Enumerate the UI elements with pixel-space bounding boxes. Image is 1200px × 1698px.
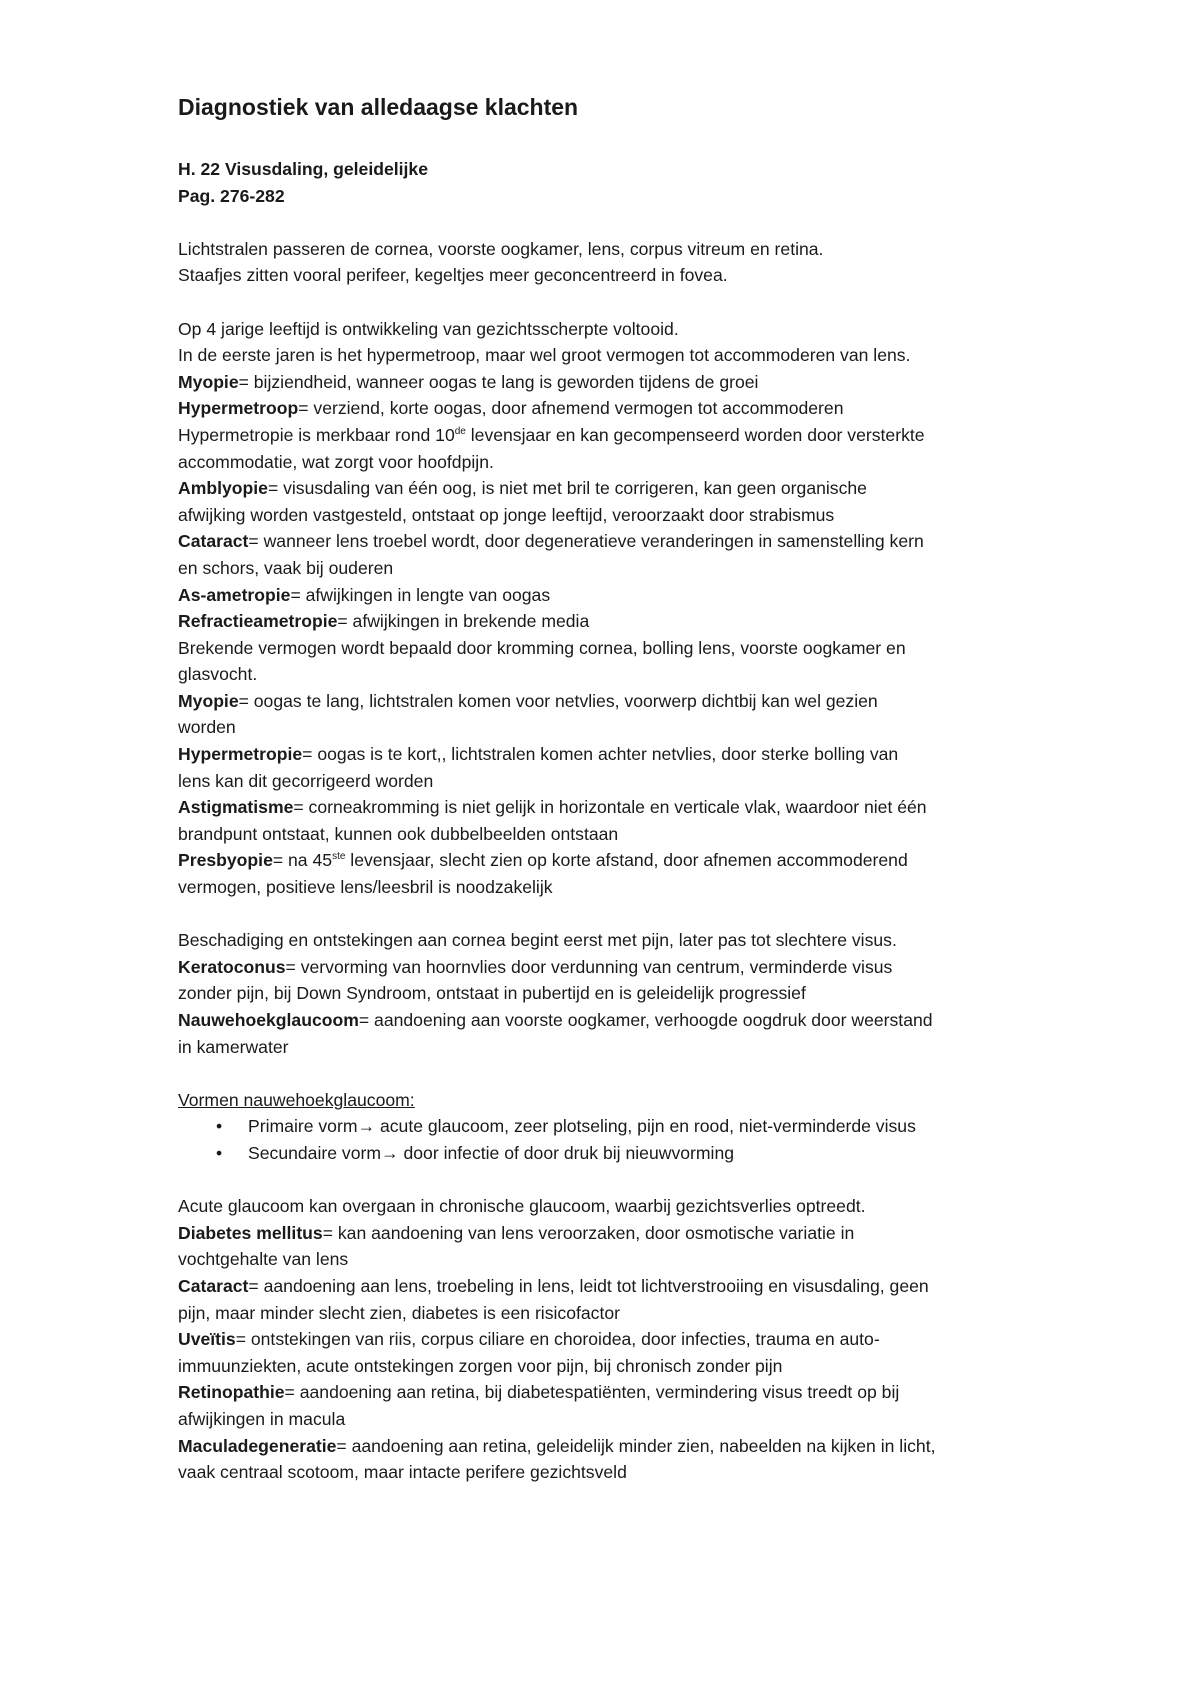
superscript: ste <box>332 851 346 863</box>
definition-text: = na 45 <box>272 850 333 871</box>
definition-myopie <box>178 369 1078 396</box>
spacer <box>178 1167 1078 1194</box>
definition-myopie <box>178 688 1078 715</box>
term: Maculadegeneratie <box>178 1435 337 1456</box>
definition-continuation: zonder pijn, bij Down Syndroom, ontstaat in pubertijd en is geleidelijk progressief <box>178 983 806 1004</box>
paragraph-line <box>178 422 1078 449</box>
term: Nauwehoekglaucoom <box>178 1010 359 1030</box>
list-item <box>178 1113 1078 1140</box>
definition-text: = wanneer lens troebel wordt, door degeneratieve veranderingen in samenstelling kern <box>248 531 924 552</box>
definition-text: = oogas te lang, lichtstralen komen voor netvlies, voorwerp dichtbij kan wel gezien <box>238 690 878 711</box>
chapter-heading: H. 22 Visusdaling, geleidelijke <box>178 159 428 179</box>
definition-as-ametropie <box>178 582 1078 609</box>
paragraph-line: Beschadiging en ontstekingen aan cornea begint eerst met pijn, later pas tot slechtere visus. <box>178 930 897 951</box>
term: Presbyopie <box>178 850 273 871</box>
paragraph-line: Acute glaucoom kan overgaan in chronische glaucoom, waarbij gezichtsverlies optreedt. <box>178 1196 866 1217</box>
term: Hypermetropie <box>178 744 303 765</box>
term: Myopie <box>178 371 239 392</box>
text: levensjaar en kan gecompenseerd worden door versterkte <box>465 424 925 445</box>
definition-uveitis <box>178 1326 1078 1353</box>
definition-hypermetroop <box>178 395 1078 422</box>
definition-text: = afwijkingen in brekende media <box>337 611 590 632</box>
definition-cataract <box>178 1273 1078 1300</box>
definition-continuation: brandpunt ontstaat, kunnen ook dubbelbeelden ontstaan <box>178 823 619 844</box>
page-range: Pag. 276-282 <box>178 185 285 206</box>
text: Hypermetropie is merkbaar rond 10 <box>178 424 455 445</box>
spacer <box>178 122 1078 156</box>
definition-text: = verziend, korte oogas, door afnemend vermogen tot accommoderen <box>298 398 844 419</box>
definition-text: = corneakromming is niet gelijk in horizontale en verticale vlak, waardoor niet één <box>293 797 927 818</box>
intro-line-2: Staafjes zitten vooral perifeer, kegeltjes meer geconcentreerd in fovea. <box>178 265 728 286</box>
definition-amblyopie <box>178 475 1078 502</box>
definition-text: levensjaar, slecht zien op korte afstand, door afnemen accommoderend <box>345 850 908 871</box>
term: Myopie <box>178 690 239 711</box>
document-body <box>178 92 1078 1486</box>
paragraph-line: accommodatie, wat zorgt voor hoofdpijn. <box>178 451 494 472</box>
list-heading: Vormen nauwehoekglaucoom: <box>178 1089 415 1110</box>
definition-continuation: worden <box>178 717 236 738</box>
document-title: Diagnostiek van alledaagse klachten <box>178 94 579 120</box>
definition-text: = visusdaling van één oog, is niet met bril te corrigeren, kan geen organische <box>267 478 867 499</box>
paragraph-line: glasvocht. <box>178 664 258 685</box>
text: Secundaire vorm <box>248 1142 381 1163</box>
definition-text: = aandoening aan retina, geleidelijk minder zien, nabeelden na kijken in licht, <box>336 1435 936 1456</box>
definition-cataract <box>178 528 1078 555</box>
arrow-right-icon: → <box>381 1142 399 1163</box>
spacer <box>178 901 1078 928</box>
term: Amblyopie <box>178 478 268 499</box>
paragraph-line: Op 4 jarige leeftijd is ontwikkeling van gezichtsscherpte voltooid. <box>178 318 679 339</box>
paragraph-line: In de eerste jaren is het hypermetroop, maar wel groot vermogen tot accommoderen van lens. <box>178 345 911 366</box>
bullet-list <box>178 1113 1078 1166</box>
term: Retinopathie <box>178 1382 285 1403</box>
definition-continuation: in kamerwater <box>178 1036 289 1057</box>
term: Keratoconus <box>178 956 286 977</box>
definition-continuation: immuunziekten, acute ontstekingen zorgen voor pijn, bij chronisch zonder pijn <box>178 1355 783 1376</box>
definition-diabetes <box>178 1220 1078 1247</box>
definition-refractieametropie <box>178 608 1078 635</box>
definition-continuation: afwijkingen in macula <box>178 1408 346 1429</box>
definition-continuation: afwijking worden vastgesteld, ontstaat op jonge leeftijd, veroorzaakt door strabismus <box>178 504 835 525</box>
definition-retinopathie <box>178 1379 1078 1406</box>
definition-continuation: vochtgehalte van lens <box>178 1249 349 1270</box>
definition-text: = kan aandoening van lens veroorzaken, door osmotische variatie in <box>322 1222 855 1243</box>
definition-continuation: vaak centraal scotoom, maar intacte perifere gezichtsveld <box>178 1462 627 1483</box>
arrow-right-icon: → <box>357 1116 376 1137</box>
definition-keratoconus <box>178 954 1078 981</box>
definition-maculadegeneratie <box>178 1433 1078 1460</box>
paragraph-line: Brekende vermogen wordt bepaald door kromming cornea, bolling lens, voorste oogkamer en <box>178 637 906 658</box>
definition-astigmatisme <box>178 794 1078 821</box>
text: acute glaucoom, zeer plotseling, pijn en rood, niet-verminderde visus <box>375 1116 916 1137</box>
definition-text: = ontstekingen van riis, corpus ciliare en choroidea, door infecties, trauma en auto- <box>235 1329 880 1350</box>
spacer <box>178 209 1078 236</box>
term: Cataract <box>178 1275 249 1296</box>
term: Refractieametropie <box>178 611 338 632</box>
term: Astigmatisme <box>178 797 294 818</box>
definition-continuation: vermogen, positieve lens/leesbril is noodzakelijk <box>178 877 553 898</box>
definition-text: = aandoening aan retina, bij diabetespatiënten, vermindering visus treedt op bij <box>284 1382 900 1403</box>
definition-continuation: en schors, vaak bij ouderen <box>178 557 394 578</box>
list-item <box>178 1140 1078 1167</box>
term: Cataract <box>178 531 249 552</box>
definition-text: = oogas is te kort,, lichtstralen komen achter netvlies, door sterke bolling van <box>302 744 899 765</box>
definition-continuation: pijn, maar minder slecht zien, diabetes is een risicofactor <box>178 1302 620 1323</box>
spacer <box>178 289 1078 316</box>
definition-text: = bijziendheid, wanneer oogas te lang is geworden tijdens de groei <box>238 371 759 392</box>
bullet-icon: • <box>216 1116 223 1137</box>
definition-text: = vervorming van hoornvlies door verdunning van centrum, verminderde visus <box>285 956 893 977</box>
definition-text: = aandoening aan lens, troebeling in lens, leidt tot lichtverstrooiing en visusdaling, geen <box>248 1275 929 1296</box>
term: Hypermetroop <box>178 398 299 419</box>
definition-presbyopie <box>178 847 1078 874</box>
term: Uveïtis <box>178 1329 236 1350</box>
text: door infectie of door druk bij nieuwvorming <box>398 1142 735 1163</box>
term: Diabetes mellitus <box>178 1222 323 1243</box>
term: As-ametropie <box>178 584 291 605</box>
definition-nauwehoekglaucoom <box>178 1007 1078 1034</box>
bullet-icon: • <box>216 1142 223 1163</box>
spacer <box>178 1060 1078 1087</box>
definition-hypermetropie <box>178 741 1078 768</box>
text: Primaire vorm <box>248 1116 358 1137</box>
definition-text: = afwijkingen in lengte van oogas <box>290 584 551 605</box>
intro-line-1: Lichtstralen passeren de cornea, voorste oogkamer, lens, corpus vitreum en retina. <box>178 238 824 259</box>
definition-text: = aandoening aan voorste oogkamer, verhoogde oogdruk door weerstand <box>358 1010 933 1030</box>
definition-continuation: lens kan dit gecorrigeerd worden <box>178 770 434 791</box>
superscript: de <box>454 426 466 438</box>
